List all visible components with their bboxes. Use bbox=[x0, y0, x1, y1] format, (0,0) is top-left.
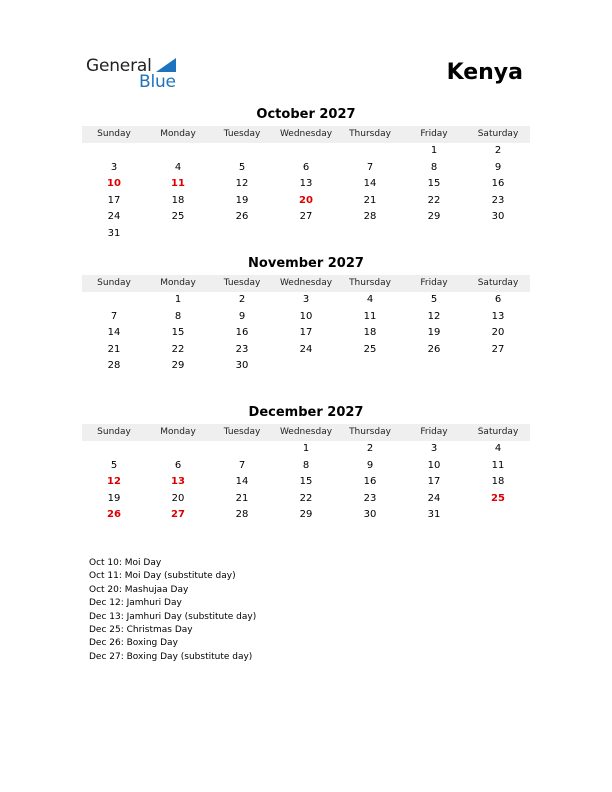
day-cell: 24 bbox=[299, 343, 313, 355]
weekday-label: Wednesday bbox=[279, 427, 333, 437]
day-cell: 16 bbox=[363, 476, 377, 488]
day-cell bbox=[466, 358, 530, 375]
weekday-label: Thursday bbox=[349, 427, 391, 437]
week-row bbox=[82, 325, 530, 342]
day-cell: 1 bbox=[302, 443, 310, 454]
day-cell: 7 bbox=[238, 459, 246, 471]
day-cell: 27 bbox=[491, 343, 505, 355]
day-cell: 24 bbox=[107, 211, 121, 223]
day-cell: 7 bbox=[366, 161, 374, 173]
day-cell: 6 bbox=[174, 459, 182, 471]
logo-triangle-icon bbox=[156, 58, 176, 72]
day-cell: 19 bbox=[107, 492, 121, 504]
day-cell bbox=[338, 143, 402, 160]
week-row bbox=[82, 474, 530, 491]
day-cell: 9 bbox=[494, 161, 502, 173]
weekday-label: Sunday bbox=[97, 427, 131, 437]
day-cell: 30 bbox=[235, 360, 249, 372]
day-cell: 6 bbox=[494, 294, 502, 305]
day-cell: 14 bbox=[107, 327, 121, 339]
day-cell: 23 bbox=[363, 492, 377, 504]
day-cell: 13 bbox=[171, 476, 185, 488]
day-cell: 20 bbox=[491, 327, 505, 339]
weekday-header bbox=[82, 275, 530, 292]
day-cell: 25 bbox=[171, 211, 185, 223]
day-cell: 18 bbox=[171, 194, 185, 206]
weekday-label: Saturday bbox=[477, 427, 519, 437]
day-cell: 8 bbox=[430, 161, 438, 173]
month-title: December 2027 bbox=[248, 405, 364, 420]
month-title: October 2027 bbox=[256, 107, 356, 122]
day-cell bbox=[338, 226, 402, 243]
day-cell: 15 bbox=[427, 178, 441, 190]
day-cell: 26 bbox=[107, 509, 121, 521]
holiday-entry: Dec 26: Boxing Day bbox=[89, 638, 178, 649]
weekday-label: Sunday bbox=[97, 278, 131, 288]
day-cell: 4 bbox=[494, 443, 502, 454]
day-cell: 14 bbox=[363, 178, 377, 190]
holiday-entry: Oct 20: Mashujaa Day bbox=[89, 584, 189, 595]
weekday-label: Monday bbox=[160, 129, 196, 139]
day-cell: 16 bbox=[491, 178, 505, 190]
day-cell: 20 bbox=[299, 194, 313, 206]
day-cell bbox=[402, 226, 466, 243]
day-cell: 3 bbox=[430, 443, 438, 454]
weekday-label: Friday bbox=[420, 427, 448, 437]
day-cell: 20 bbox=[171, 492, 185, 504]
day-cell: 13 bbox=[299, 178, 313, 190]
day-cell bbox=[146, 143, 210, 160]
logo-text-blue: Blue bbox=[139, 72, 176, 92]
week-row bbox=[82, 143, 530, 160]
weekday-label: Thursday bbox=[349, 129, 391, 139]
day-cell: 5 bbox=[110, 459, 118, 471]
day-cell: 11 bbox=[491, 459, 505, 471]
weekday-label: Monday bbox=[160, 427, 196, 437]
day-cell bbox=[210, 441, 274, 458]
day-cell: 1 bbox=[174, 294, 182, 305]
day-cell: 29 bbox=[427, 211, 441, 223]
day-cell: 26 bbox=[427, 343, 441, 355]
day-cell: 16 bbox=[235, 327, 249, 339]
day-cell bbox=[402, 358, 466, 375]
day-cell: 30 bbox=[363, 509, 377, 521]
month-october bbox=[82, 106, 530, 243]
day-cell: 10 bbox=[427, 459, 441, 471]
day-cell: 19 bbox=[235, 194, 249, 206]
holiday-entry: Dec 13: Jamhuri Day (substitute day) bbox=[89, 611, 257, 622]
day-cell: 15 bbox=[299, 476, 313, 488]
weekday-label: Thursday bbox=[349, 278, 391, 288]
holiday-entry: Dec 27: Boxing Day (substitute day) bbox=[89, 651, 253, 662]
day-cell: 19 bbox=[427, 327, 441, 339]
day-cell bbox=[146, 441, 210, 458]
week-row bbox=[82, 358, 530, 375]
day-cell: 25 bbox=[363, 343, 377, 355]
day-cell: 2 bbox=[366, 443, 374, 454]
day-cell: 1 bbox=[430, 145, 438, 156]
weekday-label: Tuesday bbox=[223, 278, 261, 288]
day-cell: 5 bbox=[238, 161, 246, 173]
week-row bbox=[82, 160, 530, 177]
weekday-header bbox=[82, 126, 530, 143]
day-cell: 22 bbox=[299, 492, 313, 504]
weekday-label: Monday bbox=[160, 278, 196, 288]
holiday-entry: Dec 25: Christmas Day bbox=[89, 625, 193, 636]
weekday-label: Tuesday bbox=[223, 427, 261, 437]
day-cell: 27 bbox=[299, 211, 313, 223]
country-title: Kenya bbox=[446, 60, 523, 85]
generalblue-logo bbox=[86, 52, 186, 92]
weekday-label: Saturday bbox=[477, 278, 519, 288]
day-cell: 5 bbox=[430, 294, 438, 305]
day-cell bbox=[210, 226, 274, 243]
day-cell: 13 bbox=[491, 310, 505, 322]
day-cell: 4 bbox=[366, 294, 374, 305]
day-cell: 28 bbox=[363, 211, 377, 223]
day-cell: 2 bbox=[238, 294, 246, 305]
day-cell: 3 bbox=[110, 161, 118, 173]
holiday-list bbox=[89, 557, 256, 664]
day-cell bbox=[274, 226, 338, 243]
weekday-label: Friday bbox=[420, 278, 448, 288]
weekday-label: Sunday bbox=[97, 129, 131, 139]
weekday-label: Friday bbox=[420, 129, 448, 139]
day-cell: 21 bbox=[363, 194, 377, 206]
week-row bbox=[82, 226, 530, 243]
weekday-header bbox=[82, 424, 530, 441]
day-cell: 15 bbox=[171, 327, 185, 339]
day-cell bbox=[466, 226, 530, 243]
month-december bbox=[82, 404, 530, 524]
day-cell: 8 bbox=[302, 459, 310, 471]
day-cell: 3 bbox=[302, 294, 310, 305]
day-cell bbox=[274, 143, 338, 160]
day-cell: 6 bbox=[302, 161, 310, 173]
day-cell bbox=[82, 143, 146, 160]
day-cell: 12 bbox=[235, 178, 249, 190]
day-cell: 28 bbox=[235, 509, 249, 521]
day-cell: 23 bbox=[491, 194, 505, 206]
week-row bbox=[82, 491, 530, 508]
day-cell: 10 bbox=[299, 310, 313, 322]
day-cell: 17 bbox=[299, 327, 313, 339]
day-cell: 8 bbox=[174, 310, 182, 322]
weekday-label: Wednesday bbox=[279, 278, 333, 288]
day-cell: 24 bbox=[427, 492, 441, 504]
weekday-label: Tuesday bbox=[223, 129, 261, 139]
week-row bbox=[82, 458, 530, 475]
day-cell: 21 bbox=[107, 343, 121, 355]
month-november bbox=[82, 255, 530, 375]
holiday-entry: Oct 10: Moi Day bbox=[89, 558, 162, 568]
day-cell: 31 bbox=[427, 509, 441, 521]
day-cell: 29 bbox=[171, 360, 185, 372]
holiday-entry: Dec 12: Jamhuri Day bbox=[89, 598, 182, 609]
day-cell: 18 bbox=[491, 476, 505, 488]
week-row bbox=[82, 309, 530, 326]
day-cell: 17 bbox=[107, 194, 121, 206]
day-cell: 2 bbox=[494, 145, 502, 156]
day-cell bbox=[82, 292, 146, 309]
day-cell: 12 bbox=[427, 310, 441, 322]
week-row bbox=[82, 507, 530, 524]
week-row bbox=[82, 342, 530, 359]
day-cell: 4 bbox=[174, 161, 182, 173]
day-cell: 11 bbox=[171, 178, 185, 190]
week-row bbox=[82, 292, 530, 309]
week-row bbox=[82, 209, 530, 226]
day-cell: 12 bbox=[107, 476, 121, 488]
day-cell: 23 bbox=[235, 343, 249, 355]
day-cell: 29 bbox=[299, 509, 313, 521]
day-cell: 27 bbox=[171, 509, 185, 521]
day-cell bbox=[274, 358, 338, 375]
day-cell: 31 bbox=[107, 227, 121, 239]
day-cell: 25 bbox=[491, 492, 505, 504]
day-cell: 9 bbox=[366, 459, 374, 471]
day-cell: 26 bbox=[235, 211, 249, 223]
day-cell: 18 bbox=[363, 327, 377, 339]
day-cell bbox=[210, 143, 274, 160]
week-row bbox=[82, 176, 530, 193]
logo-text-general: General bbox=[86, 56, 152, 76]
week-row bbox=[82, 441, 530, 458]
day-cell: 30 bbox=[491, 211, 505, 223]
day-cell: 21 bbox=[235, 492, 249, 504]
day-cell bbox=[82, 441, 146, 458]
day-cell: 14 bbox=[235, 476, 249, 488]
week-row bbox=[82, 193, 530, 210]
weekday-label: Wednesday bbox=[279, 129, 333, 139]
weekday-label: Saturday bbox=[477, 129, 519, 139]
day-cell: 17 bbox=[427, 476, 441, 488]
day-cell: 11 bbox=[363, 310, 377, 322]
day-cell bbox=[338, 358, 402, 375]
day-cell: 10 bbox=[107, 178, 121, 190]
day-cell: 22 bbox=[171, 343, 185, 355]
day-cell: 28 bbox=[107, 360, 121, 372]
month-title: November 2027 bbox=[248, 256, 364, 271]
day-cell: 7 bbox=[110, 310, 118, 322]
holiday-entry: Oct 11: Moi Day (substitute day) bbox=[89, 571, 236, 582]
day-cell bbox=[466, 507, 530, 524]
day-cell bbox=[146, 226, 210, 243]
day-cell: 22 bbox=[427, 194, 441, 206]
day-cell: 9 bbox=[238, 310, 246, 322]
